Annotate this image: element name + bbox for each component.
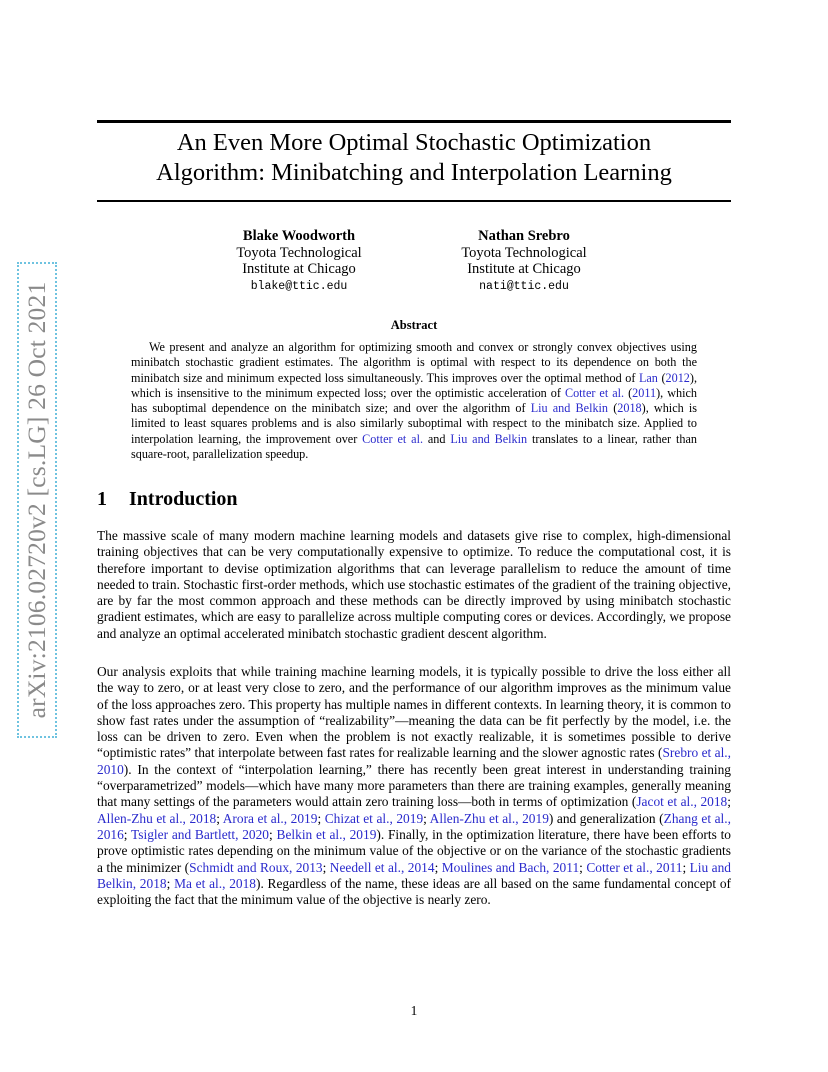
citation-link[interactable]: 2012 [665, 370, 690, 385]
paragraph-segment: ; [317, 810, 325, 826]
intro-paragraph-1: The massive scale of many modern machine learning models and datasets give rise to complex, high-dimensional training objectives that can be very computationally expensive to optimize. To reduce the computational cost, it is therefore important to devise optimization algorithms that can leverage parallelism to reduce the amount of time needed to train. Stochastic first-order methods, which use stochastic estimates of the gradient of the training objective, are by far the most common approach and these methods can be directly improved by using minibatch stochastic gradient estimates, which are easy to parallelize across multiple computing cores or devices. Accordingly, we propose and analyze an optimal accelerated minibatch stochastic gradient descent algorithm. [97, 528, 732, 641]
paper-title [97, 128, 731, 188]
citation-link[interactable]: Schmidt and Roux, 2013 [189, 859, 323, 875]
abstract-segment: ), which has suboptimal dependence on the minibatch size; and over the algorithm of [131, 385, 698, 416]
citation-link[interactable]: Chizat et al., 2019 [324, 810, 424, 826]
section-heading [97, 488, 238, 511]
abstract-segment: ( [657, 370, 666, 385]
paragraph-segment: ; [682, 859, 690, 875]
abstract-segment: ( [608, 401, 618, 416]
paragraph-segment: ; [216, 810, 223, 826]
author-name: Nathan Srebro [478, 228, 570, 244]
paragraph-segment: ). Finally, in the optimization literature, there have been efforts to prove optimistic rates depending on the minimum value of the objective or on the variance of the stochastic gradients a the minimizer ( [97, 826, 731, 875]
title-rule-bottom [97, 200, 731, 202]
abstract-segment: ), which is limited to least squares problems and is also similarly suboptimal with respect to the minibatch size. Applied to interpolation learning, the improvement over [131, 401, 697, 446]
abstract-segment: ), which is insensitive to the minimum expected loss; over the optimistic acceleration of [131, 370, 697, 400]
abstract-segment: and [423, 431, 451, 446]
page-number: 1 [410, 1003, 418, 1018]
citation-link[interactable]: Cotter et al. [564, 385, 625, 400]
citation-link[interactable]: Liu and Belkin, 2018 [97, 859, 731, 891]
abstract-text [131, 340, 697, 462]
paragraph-segment: ; [434, 859, 442, 875]
paragraph-segment: ; [727, 794, 731, 810]
citation-link[interactable]: Lan [638, 370, 658, 385]
title-rule-top [97, 120, 731, 123]
citation-link[interactable]: Arora et al., 2019 [222, 810, 318, 826]
paragraph-segment: ; [166, 875, 175, 891]
section-number: 1 [97, 488, 107, 510]
citation-link[interactable]: Allen-Zhu et al., 2018 [97, 810, 217, 826]
paragraph-segment: ; [322, 859, 330, 875]
citation-link[interactable]: 2018 [617, 401, 642, 416]
citation-link[interactable]: Jacot et al., 2018 [636, 794, 728, 810]
paragraph-segment: Our analysis exploits that while training machine learning models, it is typically possible to drive the loss either all the way to zero, or at least very close to zero, and the performance of our algorithm improves as the minimum value of the loss approaches zero. This property has multiple names in different contexts. In learning theory, it is common to show fast rates under the assumption of “realizability”—meaning the data can be fit perfectly by the model, i.e. the loss can be driven to zero. Even when the problem is not exactly realizable, it is sometimes possible to derive “optimistic rates” that interpolate between fast rates for realizable learning and the slower agnostic rates ( [97, 664, 731, 761]
section-title: Introduction [129, 488, 238, 510]
author-affiliation-line-1: Toyota Technological [461, 244, 587, 261]
author-email[interactable]: blake@ttic.edu [250, 279, 348, 293]
paragraph-segment: ). In the context of “interpolation learning,” there has recently been great interest in understanding training “overparametrized” models—which have many more parameters than there are training examples, generally meaning that many settings of the parameters would attain zero training loss—both in terms of optimization ( [97, 761, 731, 810]
citation-link[interactable]: Cotter et al. [362, 431, 424, 446]
paragraph-segment: ; [269, 826, 277, 842]
paragraph-segment: ; [579, 859, 587, 875]
citation-link[interactable]: Liu and Belkin [530, 401, 609, 416]
citation-link[interactable]: 2011 [632, 385, 657, 400]
citation-link[interactable]: Needell et al., 2014 [329, 859, 435, 875]
arxiv-identifier: arXiv:2106.02720v2 [cs.LG] 26 Oct 2021 [22, 281, 51, 719]
paragraph-segment: ; [423, 810, 430, 826]
author-affiliation-line-2: Institute at Chicago [242, 261, 356, 277]
intro-paragraph-2 [97, 664, 731, 908]
paragraph-segment: ; [123, 826, 132, 842]
abstract-segment: ( [624, 385, 633, 400]
title-line-1: An Even More Optimal Stochastic Optimization [176, 129, 652, 156]
citation-link[interactable]: Ma et al., 2018 [174, 875, 256, 891]
paragraph-segment: ). Regardless of the name, these ideas are all based on the same fundamental concept of exploiting the fact that the minimum value of the objective is nearly zero. [97, 875, 731, 908]
author-affiliation-line-2: Institute at Chicago [467, 261, 581, 277]
arxiv-identifier-stamp[interactable] [17, 262, 57, 738]
author-email[interactable]: nati@ttic.edu [479, 279, 569, 293]
citation-link[interactable]: Allen-Zhu et al., 2019 [429, 810, 549, 826]
paragraph-segment: ) and generalization ( [548, 810, 664, 826]
citation-link[interactable]: Srebro et al., 2010 [97, 745, 731, 777]
citation-link[interactable]: Moulines and Bach, 2011 [441, 859, 580, 875]
citation-link[interactable]: Cotter et al., 2011 [586, 859, 683, 875]
abstract-heading: Abstract [390, 318, 438, 332]
author-block-srebro [424, 228, 624, 295]
author-block-woodworth [199, 228, 399, 295]
abstract-segment: translates to a linear, rather than square-root, parallelization speedup. [131, 431, 697, 462]
citation-link[interactable]: Belkin et al., 2019 [276, 826, 377, 842]
title-line-2: Algorithm: Minibatching and Interpolation Learning [156, 159, 672, 186]
citation-link[interactable]: Tsigler and Bartlett, 2020 [131, 826, 270, 842]
author-affiliation-line-1: Toyota Technological [236, 244, 362, 261]
abstract-segment: We present and analyze an algorithm for optimizing smooth and convex or strongly convex objectives using minibatch stochastic gradient estimates. The algorithm is optimal with respect to its dependence on both the minibatch size and minimum expected loss simultaneously. This improves over the optimal method of [131, 340, 697, 385]
author-name: Blake Woodworth [242, 228, 356, 244]
citation-link[interactable]: Liu and Belkin [450, 431, 528, 446]
citation-link[interactable]: Zhang et al., 2016 [97, 810, 731, 842]
